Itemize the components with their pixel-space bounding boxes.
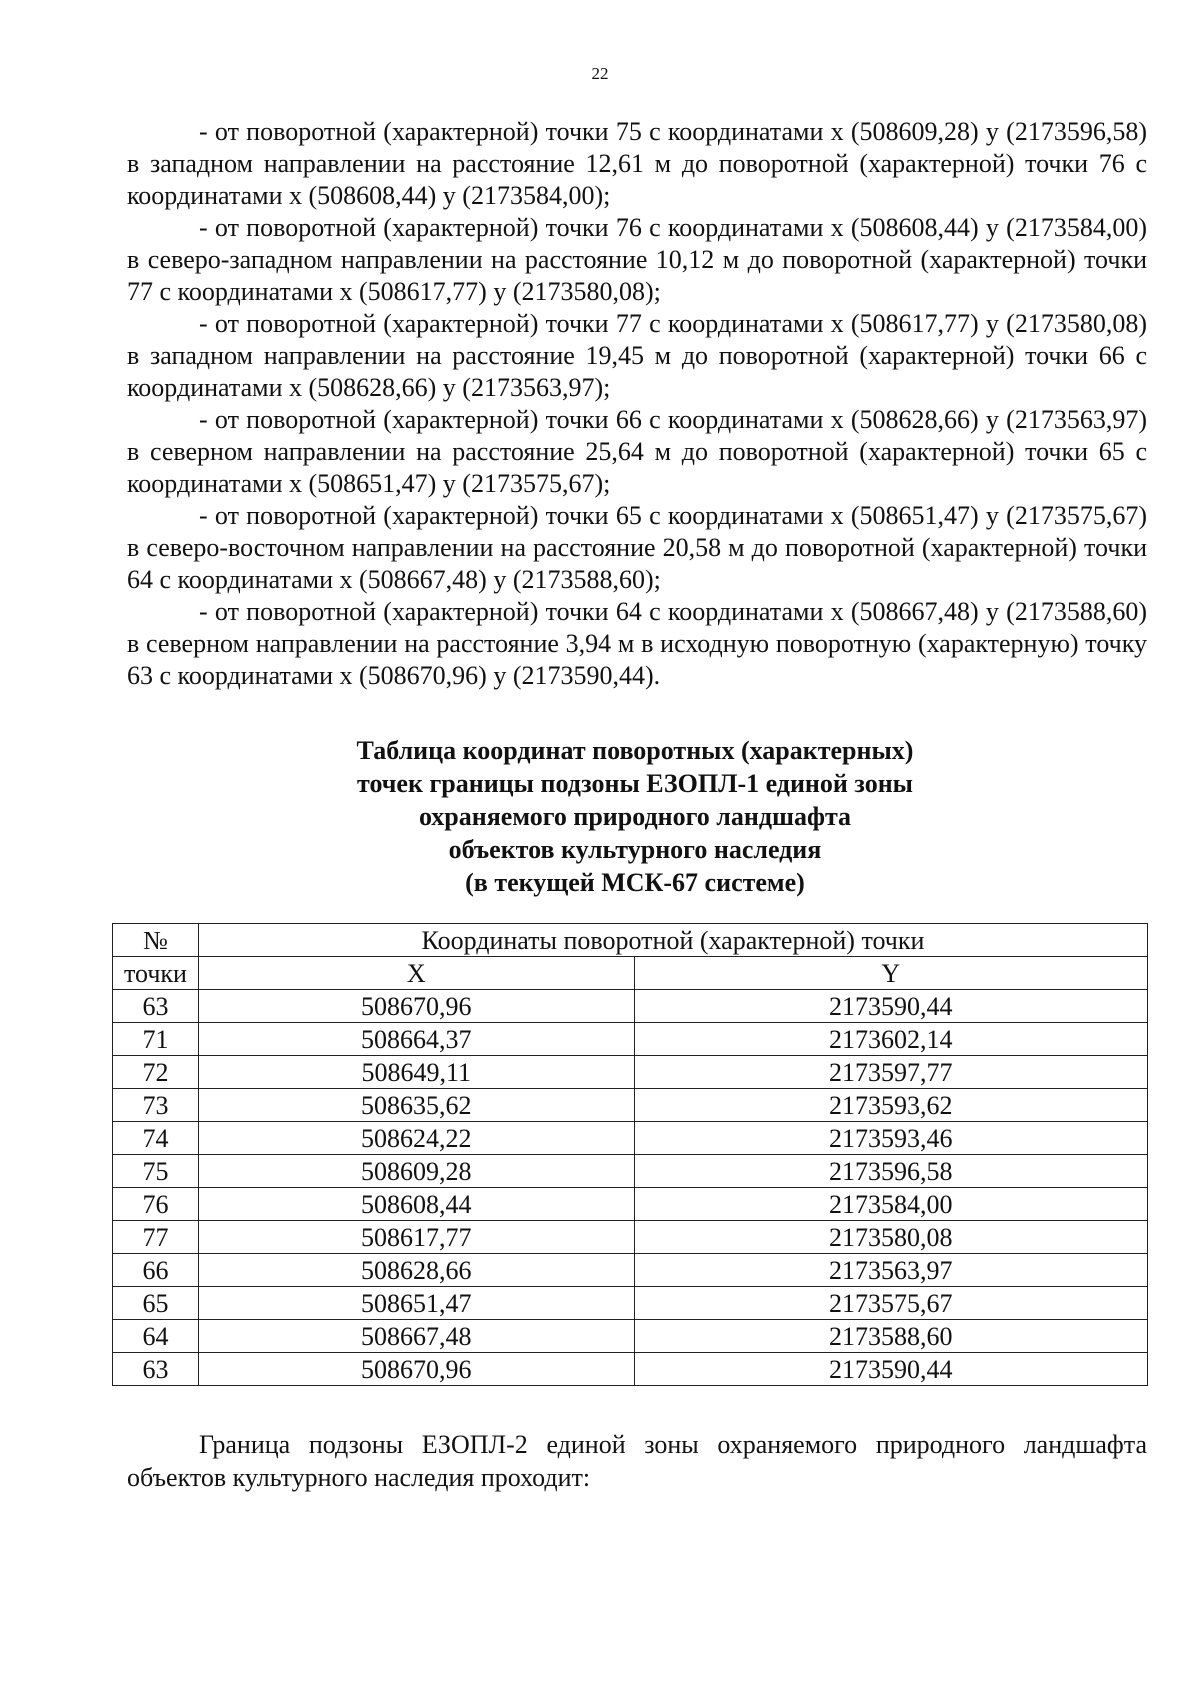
boundary-segment-77-66: - от поворотной (характерной) точки 77 с координатами х (508617,77) у (2173580,08) в западном направлении на расстояние 19,45 м до поворотной (характерной) точки 66 с координатами х (508628,66) у (2173563,97); (127, 309, 1147, 402)
point-number-cell: 73 (113, 1089, 199, 1122)
table-title (0, 734, 1200, 899)
table-row (113, 1287, 1148, 1320)
header-x: X (198, 957, 634, 990)
point-number-cell: 63 (113, 990, 199, 1023)
y-cell: 2173575,67 (634, 1287, 1147, 1320)
point-number-cell: 72 (113, 1056, 199, 1089)
table-row (113, 1188, 1148, 1221)
table-row (113, 1155, 1148, 1188)
table-title-line: (в текущей МСК-67 системе) (465, 868, 805, 897)
x-cell: 508608,44 (198, 1188, 634, 1221)
y-cell: 2173590,44 (634, 1353, 1147, 1386)
point-number-cell: 63 (113, 1353, 199, 1386)
x-cell: 508628,66 (198, 1254, 634, 1287)
table-row (113, 1089, 1148, 1122)
table-row (113, 990, 1148, 1023)
x-cell: 508664,37 (198, 1023, 634, 1056)
header-point-number (113, 924, 199, 957)
boundary-segment-65-64: - от поворотной (характерной) точки 65 с координатами х (508651,47) у (2173575,67) в северо-восточном направлении на расстояние 20,58 м до поворотной (характерной) точки 64 с координатами х (508667,48) у (2173588,60); (127, 501, 1147, 594)
table-row (113, 1320, 1148, 1353)
y-cell: 2173596,58 (634, 1155, 1147, 1188)
coordinates-table (112, 923, 1148, 1386)
y-cell: 2173563,97 (634, 1254, 1147, 1287)
closing-paragraph: Граница подзоны ЕЗОПЛ-2 единой зоны охраняемого природного ландшафта объектов культурного наследия проходит: (127, 1430, 1147, 1492)
y-cell: 2173597,77 (634, 1056, 1147, 1089)
point-number-cell: 71 (113, 1023, 199, 1056)
y-cell: 2173602,14 (634, 1023, 1147, 1056)
x-cell: 508651,47 (198, 1287, 634, 1320)
table-title-line: Таблица координат поворотных (характерных) (356, 736, 914, 765)
point-number-cell: 64 (113, 1320, 199, 1353)
table-row (113, 1056, 1148, 1089)
y-cell: 2173588,60 (634, 1320, 1147, 1353)
table-title-line: охраняемого природного ландшафта (418, 802, 852, 831)
y-cell: 2173593,46 (634, 1122, 1147, 1155)
table-row (113, 1023, 1148, 1056)
table-title-line: объектов культурного наследия (448, 835, 822, 864)
header-coordinates: Координаты поворотной (характерной) точки (198, 924, 1147, 957)
y-cell: 2173593,62 (634, 1089, 1147, 1122)
x-cell: 508617,77 (198, 1221, 634, 1254)
page-number: 22 (591, 64, 609, 83)
point-number-cell: 77 (113, 1221, 199, 1254)
point-number-cell: 75 (113, 1155, 199, 1188)
x-cell: 508624,22 (198, 1122, 634, 1155)
y-cell: 2173580,08 (634, 1221, 1147, 1254)
point-number-cell: 76 (113, 1188, 199, 1221)
header-y: Y (634, 957, 1147, 990)
x-cell: 508670,96 (198, 1353, 634, 1386)
x-cell: 508635,62 (198, 1089, 634, 1122)
header-point-number-symbol: № (143, 925, 168, 955)
table-title-line: точек границы подзоны ЕЗОПЛ-1 единой зоны (357, 769, 913, 798)
boundary-segment-66-65: - от поворотной (характерной) точки 66 с координатами х (508628,66) у (2173563,97) в северном направлении на расстояние 25,64 м до поворотной (характерной) точки 65 с координатами х (508651,47) у (2173575,67); (127, 405, 1147, 498)
point-number-cell: 74 (113, 1122, 199, 1155)
point-number-cell: 65 (113, 1287, 199, 1320)
boundary-segment-76-77: - от поворотной (характерной) точки 76 с координатами х (508608,44) у (2173584,00) в северо-западном направлении на расстояние 10,12 м до поворотной (характерной) точки 77 с координатами х (508617,77) у (2173580,08); (127, 213, 1147, 306)
table-row (113, 1353, 1148, 1386)
table-row (113, 1254, 1148, 1287)
y-cell: 2173590,44 (634, 990, 1147, 1023)
point-number-cell: 66 (113, 1254, 199, 1287)
boundary-segment-75-76: - от поворотной (характерной) точки 75 с координатами х (508609,28) у (2173596,58) в западном направлении на расстояние 12,61 м до поворотной (характерной) точки 76 с координатами х (508608,44) у (2173584,00); (127, 117, 1147, 210)
boundary-description (127, 116, 1147, 692)
header-point-number-word: точки (113, 957, 199, 990)
x-cell: 508670,96 (198, 990, 634, 1023)
x-cell: 508609,28 (198, 1155, 634, 1188)
x-cell: 508667,48 (198, 1320, 634, 1353)
y-cell: 2173584,00 (634, 1188, 1147, 1221)
boundary-segment-64-63: - от поворотной (характерной) точки 64 с координатами х (508667,48) у (2173588,60) в северном направлении на расстояние 3,94 м в исходную поворотную (характерную) точку 63 с координатами х (508670,96) у (2173590,44). (127, 597, 1147, 690)
table-row (113, 1221, 1148, 1254)
table-row (113, 1122, 1148, 1155)
x-cell: 508649,11 (198, 1056, 634, 1089)
